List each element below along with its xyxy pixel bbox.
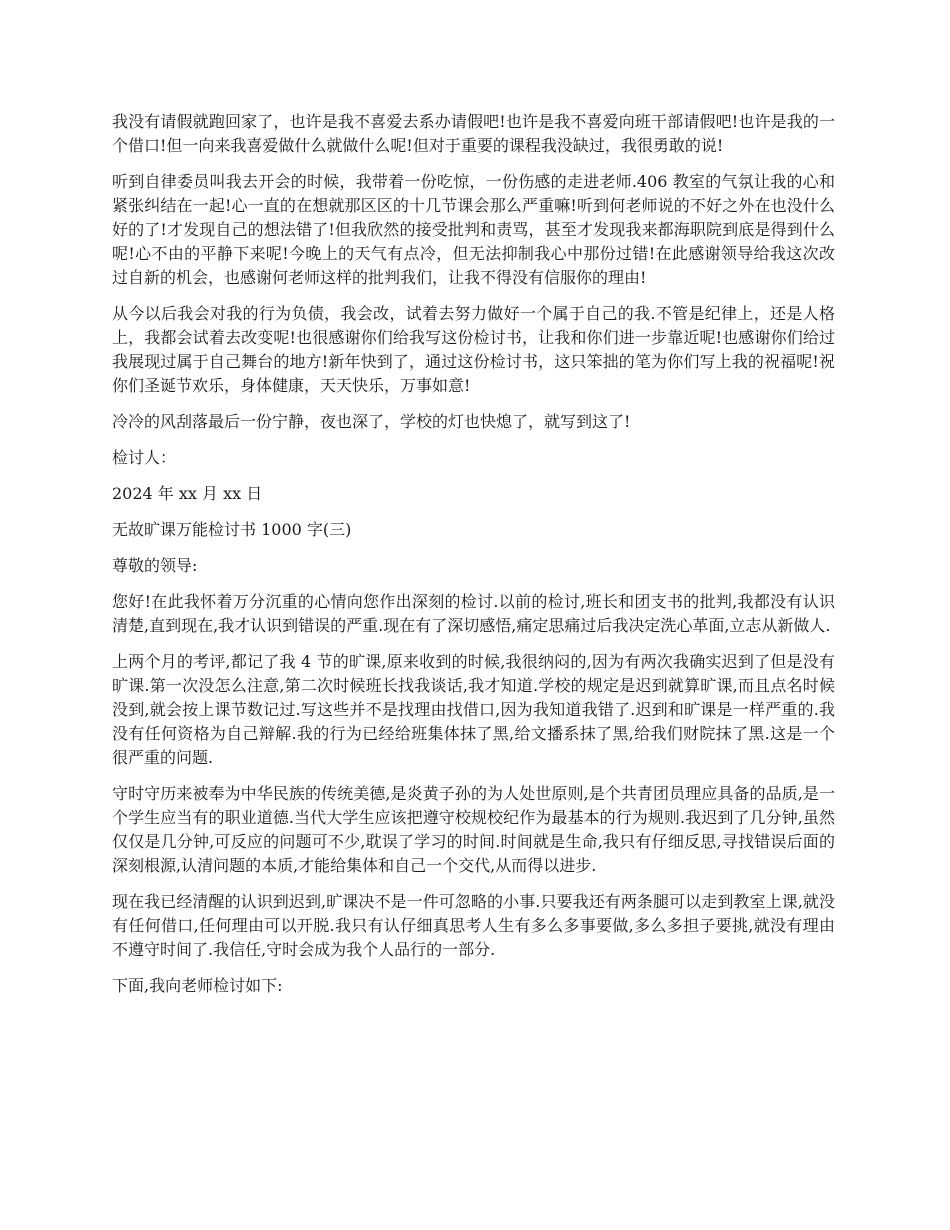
paragraph-review-intro: 下面,我向老师检讨如下: [112,976,283,995]
paragraph-punctuality: 守时守历来被奉为中华民族的传统美德,是炎黄子孙的为人处世原则,是个共青团员理应具备的品质,是一个学生应当有的职业道德.当代大学生应该把遵守校规校纪作为最基本的行为规则.我迟到了几分钟,虽然仅仅是几分钟,可反应的问题可不少,耽误了学习的时间.时间就是生命,我只有仔细反思,寻找错误后面的深刻根源,认清问题的本质,才能给集体和自己一个交代,从而得以进步. [112,784,835,875]
paragraph-realization: 现在我已经清醒的认识到迟到,旷课决不是一件可忽略的小事.只要我还有两条腿可以走到教室上课,就没有任何借口,任何理由可以开脱.我只有认仔细真思考人生有多么多事要做,多么多担子要挑,就没有理由不遵守时间了.我信任,守时会成为我个人品行的一部分. [112,892,835,959]
salutation: 尊敬的领导: [112,556,198,575]
paragraph-closing: 冷冷的风刮落最后一份宁静，夜也深了，学校的灯也快熄了，就写到这了! [112,412,631,431]
paragraph-absence-record: 上两个月的考评,都记了我 4 节的旷课,原来收到的时候,我很纳闷的,因为有两次我确实迟到了但是没有旷课.第一次没怎么注意,第二次时候班长找我谈话,我才知道.学校的规定是迟到就算旷课,而且点名时候没到,就会按上课节数记过.写这些并不是找理由找借口,因为我知道我错了.迟到和旷课是一样严重的.我没有任何资格为自己辩解.我的行为已经给班集体抹了黑,给文播系抹了黑,给我们财院抹了黑.这是一个很严重的问题. [112,652,835,767]
paragraph-meeting: 听到自律委员叫我去开会的时候，我带着一份吃惊，一份伤感的走进老师.406 教室的气氛让我的心和紧张纠结在一起!心一直的在想就那区区的十几节课会那么严重嘛!听到何老师说的不好之外在也没什么好的了!才发现自己的想法错了!但我欣然的接受批判和责骂，甚至才发现我来都海职院到底是得到什么呢!心不由的平静下来呢!今晚上的天气有点冷，但无法抑制我心中那份过错!在此感谢领导给我这次改过自新的机会，也感谢何老师这样的批判我们，让我不得没有信服你的理由! [112,172,835,287]
signature-label: 检讨人： [112,448,177,467]
paragraph-promise: 从今以后我会对我的行为负债，我会改，试着去努力做好一个属于自己的我.不管是纪律上，还是人格上，我都会试着去改变呢!也很感谢你们给我写这份检讨书，让我和你们进一步靠近呢!也感谢你们给过我展现过属于自己舞台的地方!新年快到了，通过这份检讨书，这只笨拙的笔为你们写上我的祝福呢!祝你们圣诞节欢乐，身体健康，天天快乐，万事如意! [112,304,835,395]
document-body [112,110,835,1010]
date-line: 2024 年 xx 月 xx 日 [112,484,263,503]
paragraph-greeting: 您好!在此我怀着万分沉重的心情向您作出深刻的检讨.以前的检讨,班长和团支书的批判,我都没有认识清楚,直到现在,我才认识到错误的严重.现在有了深切感悟,痛定思痛过后我决定洗心革面,立志从新做人. [112,592,835,635]
section-title: 无故旷课万能检讨书 1000 字(三) [112,520,352,539]
paragraph-ask-leave: 我没有请假就跑回家了，也许是我不喜爱去系办请假吧!也许是我不喜爱向班干部请假吧!也许是我的一个借口!但一向来我喜爱做什么就做什么呢!但对于重要的课程我没缺过，我很勇敢的说! [112,112,835,155]
